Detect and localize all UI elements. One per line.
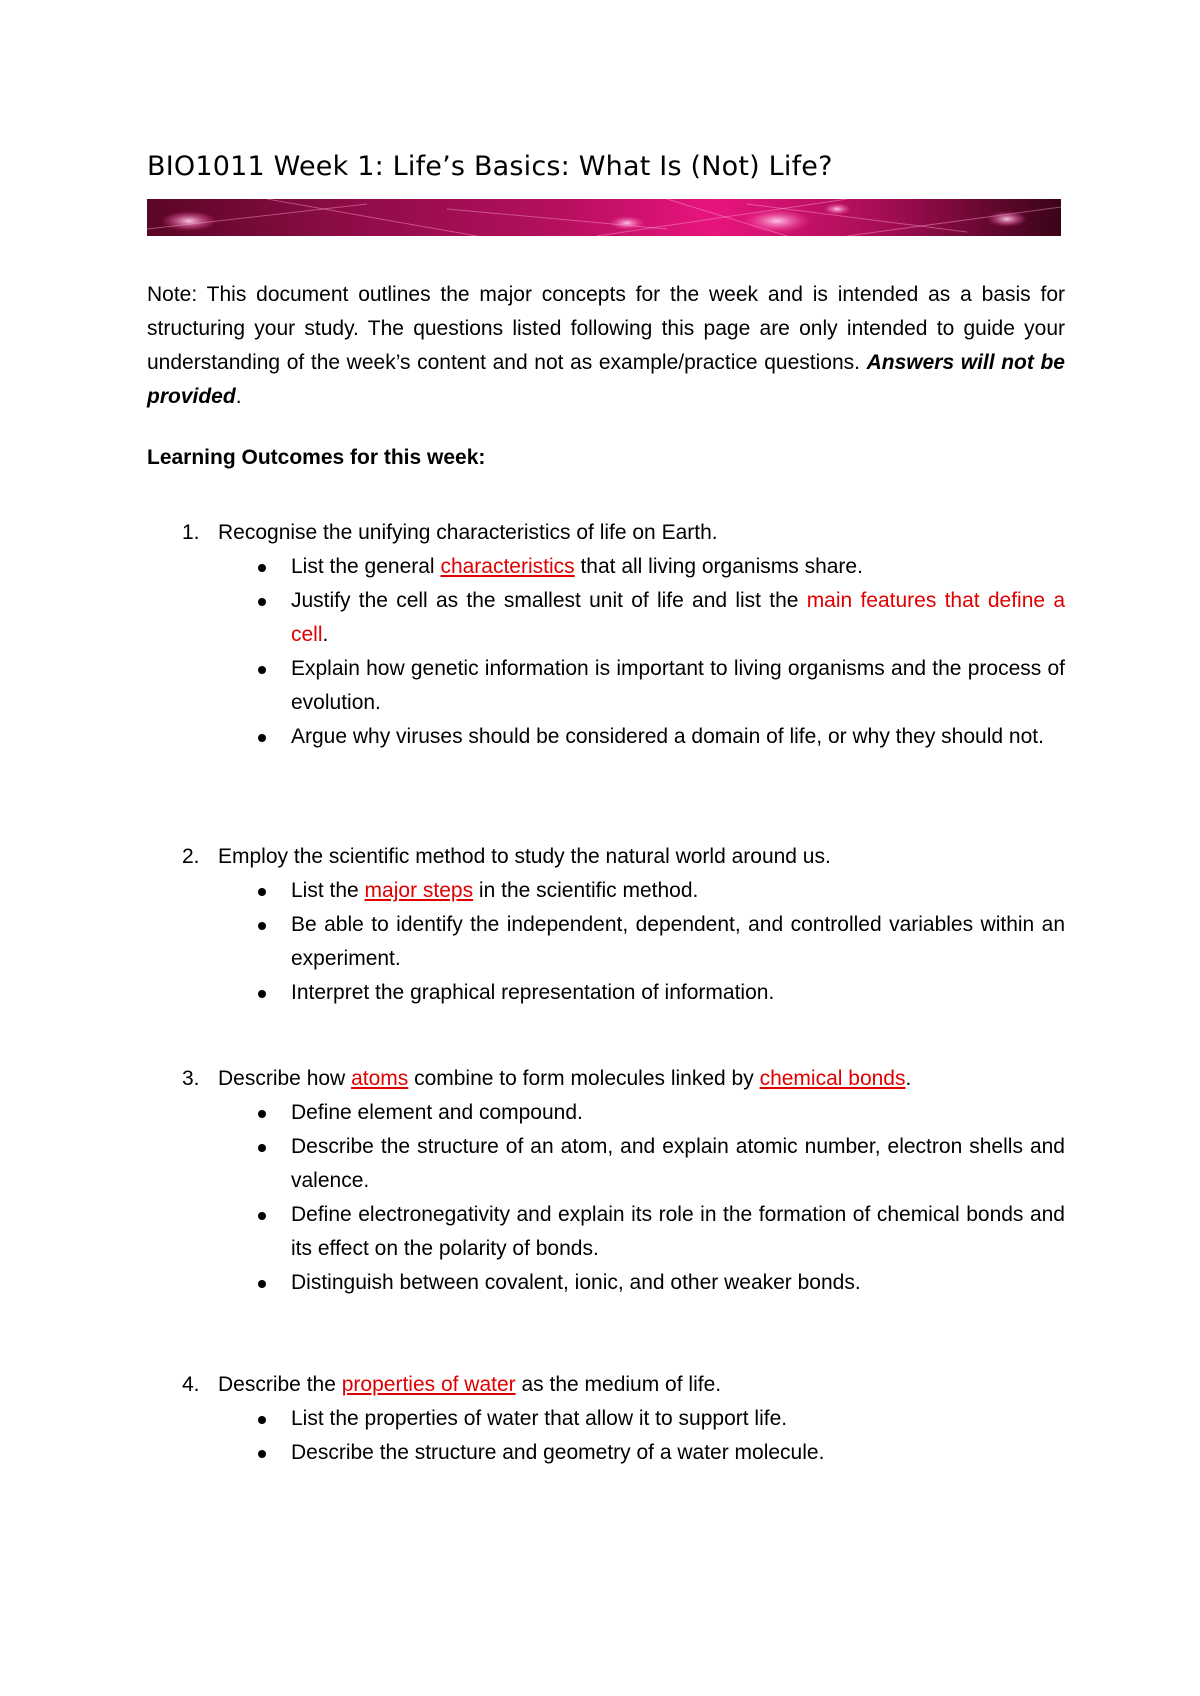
bullet-icon <box>258 1416 266 1424</box>
list-item-text: in the scientific method. <box>473 879 699 902</box>
list-item <box>291 584 1065 652</box>
list-item-text: Be able to identify the independent, dependent, and controlled variables within an experiment. <box>291 913 1065 970</box>
outcome-number: 2. <box>182 845 200 868</box>
properties-of-water-link[interactable]: properties of water <box>341 1373 516 1396</box>
list-item <box>291 652 1065 720</box>
outcome-text: . <box>905 1067 912 1090</box>
bullet-icon <box>258 922 266 930</box>
outcome-text: Describe how <box>218 1067 352 1090</box>
page-title: BIO1011 Week 1: Life’s Basics: What Is (Not) Life? <box>147 151 833 182</box>
learning-outcomes-heading: Learning Outcomes for this week: <box>147 446 486 469</box>
list-item-text: Define electronegativity and explain its role in the formation of chemical bonds and its effect on the polarity of bonds. <box>291 1203 1065 1260</box>
list-item-text: . <box>322 623 329 646</box>
list-item-text: Justify the cell as the smallest unit of life and list the <box>291 589 807 612</box>
outcome-number: 4. <box>182 1373 200 1396</box>
bullet-icon <box>258 1280 266 1288</box>
note-emphasis: Answers will not be provided <box>147 351 1065 408</box>
bullet-icon <box>258 1450 266 1458</box>
list-item <box>291 976 1065 1010</box>
outcome-text: combine to form molecules linked by <box>408 1067 760 1090</box>
outcome-text: as the medium of life. <box>515 1373 722 1396</box>
list-item-text: Interpret the graphical representation of information. <box>291 981 775 1004</box>
outcome-number: 3. <box>182 1067 200 1090</box>
outcome-text: Employ the scientific method to study the natural world around us. <box>218 845 831 868</box>
bullet-icon <box>258 666 266 674</box>
note-text: Note: This document outlines the major concepts for the week and is intended as a basis for structuring your study. The questions listed following this page are only intended to guide your understanding of the week’s content and not as example/practice questions. <box>147 283 1065 374</box>
list-item-text: List the general <box>291 555 441 578</box>
outcome-text: Describe the <box>218 1373 342 1396</box>
highlighted-text: main features that define a cell <box>291 589 1065 646</box>
list-item <box>291 1266 1065 1300</box>
list-item-text: Define element and compound. <box>291 1101 583 1124</box>
outcome-4-heading <box>182 1368 721 1402</box>
bullet-icon <box>258 1110 266 1118</box>
outcome-text: Recognise the unifying characteristics of life on Earth. <box>218 521 718 544</box>
list-item <box>291 908 1065 976</box>
bullet-icon <box>258 598 266 606</box>
outcome-2-heading <box>182 840 831 874</box>
list-item <box>291 1198 1065 1266</box>
list-item <box>291 1130 1065 1198</box>
note-end: . <box>235 385 242 408</box>
list-item <box>291 1436 1065 1470</box>
bullet-icon <box>258 990 266 998</box>
bullet-icon <box>258 564 266 572</box>
list-item-text: that all living organisms share. <box>574 555 863 578</box>
list-item <box>291 874 1065 908</box>
outcome-3-heading <box>182 1062 911 1096</box>
outcome-1-heading <box>182 516 718 550</box>
chemical-bonds-link[interactable]: chemical bonds <box>759 1067 906 1090</box>
list-item-text: Argue why viruses should be considered a domain of life, or why they should not. <box>291 725 1044 748</box>
list-item-text: Explain how genetic information is important to living organisms and the process of evolution. <box>291 657 1065 714</box>
list-item <box>291 1096 1065 1130</box>
bullet-icon <box>258 888 266 896</box>
list-item-text: List the <box>291 879 365 902</box>
bullet-icon <box>258 734 266 742</box>
bullet-icon <box>258 1212 266 1220</box>
bullet-icon <box>258 1144 266 1152</box>
list-item <box>291 1402 1065 1436</box>
list-item <box>291 720 1065 754</box>
list-item-text: Describe the structure of an atom, and explain atomic number, electron shells and valence. <box>291 1135 1065 1192</box>
atoms-link[interactable]: atoms <box>351 1067 409 1090</box>
header-banner-image <box>147 199 1061 236</box>
list-item-text: Describe the structure and geometry of a water molecule. <box>291 1441 825 1464</box>
list-item-text: Distinguish between covalent, ionic, and other weaker bonds. <box>291 1271 861 1294</box>
characteristics-link[interactable]: characteristics <box>440 555 575 578</box>
outcome-number: 1. <box>182 521 200 544</box>
major-steps-link[interactable]: major steps <box>364 879 474 902</box>
list-item <box>291 550 1065 584</box>
note-paragraph <box>147 278 1065 414</box>
list-item-text: List the properties of water that allow it to support life. <box>291 1407 788 1430</box>
